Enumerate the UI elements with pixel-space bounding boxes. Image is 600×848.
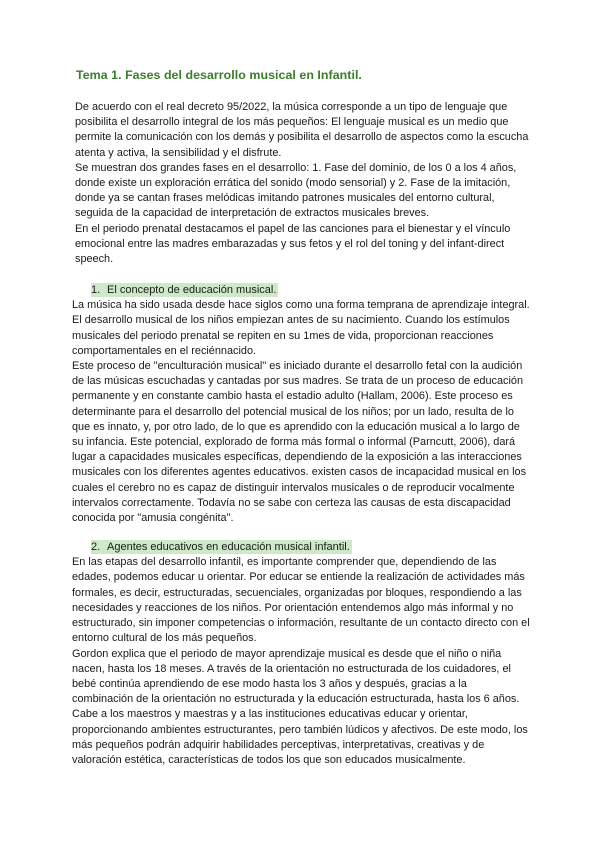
document-title: Tema 1. Fases del desarrollo musical en Infantil. <box>76 68 362 82</box>
intro-paragraph: En el periodo prenatal destacamos el papel de las canciones para el bienestar y el vínculo emocional entre las madres embarazadas y sus fetos y el rol del toning y del infant-direct speech. <box>75 222 511 266</box>
intro-paragraph: Se muestran dos grandes fases en el desarrollo: 1. Fase del dominio, de los 0 a los 4 años, donde existe un exploración errática del sonido (modo sensorial) y 2. Fase de la imitación, donde ya se cantan frases melódicas imitando patrones musicales del entorno cultural, seguida de la capacidad de interpretación de extractos musicales breves. <box>75 161 517 220</box>
heading-highlight <box>91 283 278 297</box>
section-paragraph: En las etapas del desarrollo infantil, es importante comprender que, dependiendo de las edades, podemos educar u orientar. Por educar se entiende la realización de actividades más formales, es decir, estructuradas, secuenciales, organizadas por bloques, respondiendo a las necesidades y reacciones de los niños. Por orientación entendemos algo más informal y no estructurado, sin imponer competencias o información, resultante de un contacto directo con el entorno cultural de los más pequeños. <box>72 556 530 645</box>
section-heading-text: Agentes educativos en educación musical infantil. <box>107 541 350 554</box>
section-heading-text: El concepto de educación musical. <box>107 284 277 297</box>
section-paragraph: La música ha sido usada desde hace siglos como una forma temprana de aprendizaje integral. <box>72 299 530 312</box>
section-number: 1. <box>91 284 101 297</box>
section-number: 2. <box>91 541 101 554</box>
section-paragraph: Este proceso de "enculturación musical" es iniciado durante el desarrollo fetal con la audición de las músicas escuchadas y cantadas por sus madres. Se trata de un proceso de educación permanente y en constante cambio hasta el estadio adulto (Hallam, 2006). Este proceso es determinante para el desarrollo del potencial musical de los niños; por un lado, resulta de lo que es innato, y, por otro lado, de lo que es aprendido con la educación musical a lo largo de su infancia. Este potencial, explorado de forma más formal o informal (Parncutt, 2006), dará lugar a capacidades musicales específicas, dependiendo de la exposición a las interacciones musicales con los diferentes agentes educativos. existen casos de incapacidad musical en los cuales el cerebro no es capaz de distinguir intervalos musicales o de reproducir vocalmente intervalos correctamente. Todavía no se sabe con certeza las causas de esta discapacidad conocida por "amusia congénita". <box>72 360 527 525</box>
section-paragraph: Cabe a los maestros y maestras y a las instituciones educativas educar y orientar, proporcionando ambientes estructurantes, pero también lúdicos y afectivos. De este modo, los más pequeños podrán adquirir habilidades perceptivas, interpretativas, creativas y de valoración estética, características de todos los que son educados musicalmente. <box>72 708 528 766</box>
section-paragraph: Gordon explica que el periodo de mayor aprendizaje musical es desde que el niño o niña nacen, hasta los 18 meses. A través de la orientación no estructurada de los cuidadores, el bebé continúa aprendiendo de ese modo hasta los 3 años y después, gracias a la combinación de la orientación no estructurada y la educación estructurada, hasta los 6 años. <box>72 647 520 706</box>
heading-highlight <box>91 540 352 554</box>
section-heading <box>72 540 530 555</box>
intro-paragraph: De acuerdo con el real decreto 95/2022, la música corresponde a un tipo de lenguaje que posibilita el desarrollo integral de los más pequeños: El lenguaje musical es un medio que permite la comunicación con los demás y posibilita el desarrollo de aspectos como la escucha atenta y activa, la sensibilidad y el disfrute. <box>75 101 529 159</box>
section-2 <box>72 540 530 768</box>
section-paragraph: El desarrollo musical de los niños empiezan antes de su nacimiento. Cuando los estímulos musicales del periodo prenatal se repiten en su 1mes de vida, proporcionan reacciones comportamentales en el reciénnacido. <box>72 314 510 357</box>
section-heading <box>72 283 530 298</box>
intro-block <box>72 100 530 267</box>
section-1 <box>72 283 530 526</box>
